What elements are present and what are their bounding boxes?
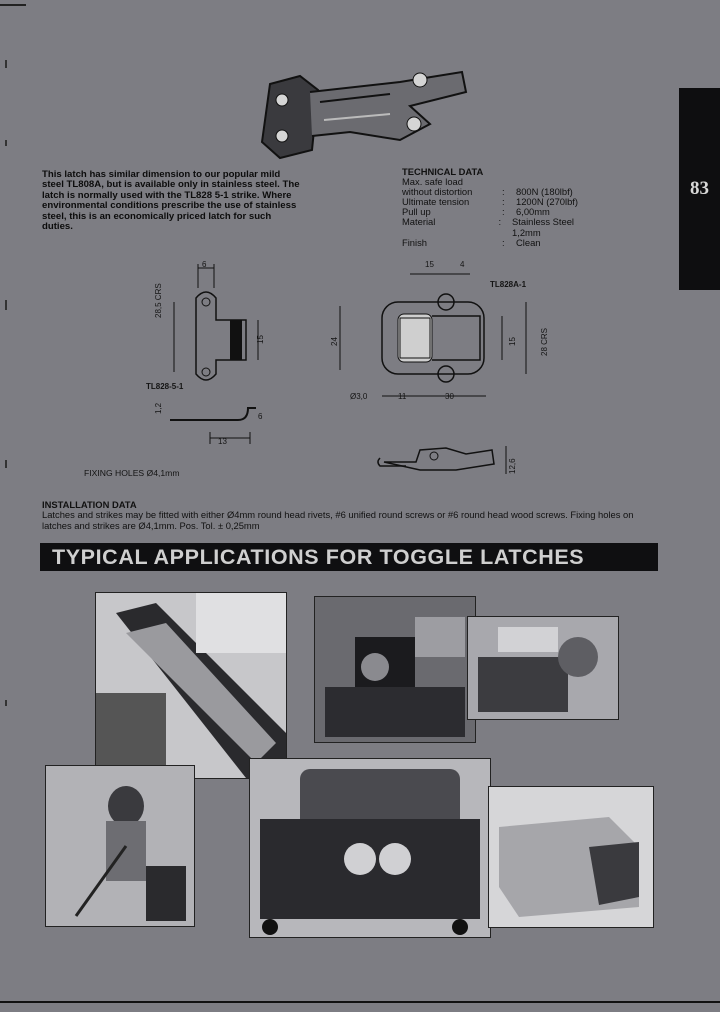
application-photo-cart xyxy=(249,758,491,938)
dim-label: 13 xyxy=(218,437,227,446)
dim-label: 15 xyxy=(256,335,265,344)
dim-label: 15 xyxy=(508,337,517,346)
dim-label: 12,6 xyxy=(508,458,517,474)
bottom-rule xyxy=(0,1001,720,1003)
application-photo-engine xyxy=(314,596,476,743)
application-photo-container xyxy=(488,786,654,928)
dim-label: 11 xyxy=(398,392,407,401)
margin-mark xyxy=(5,140,7,146)
strike-side-drawing xyxy=(150,398,280,450)
installation-text: Latches and strikes may be fitted with either Ø4mm round head rivets, #6 unified round screws or #6 round head wood screws. Fixing holes on latches and strikes are Ø4,1mm. Pos. Tol. ± 0,25mm xyxy=(42,509,634,531)
dim-label: 15 xyxy=(425,260,434,269)
latch-side-drawing xyxy=(376,440,526,480)
page-number: 83 xyxy=(690,178,709,199)
dim-label: 4 xyxy=(460,260,465,269)
installation-title: INSTALLATION DATA xyxy=(42,499,137,510)
dim-label: 6 xyxy=(202,260,207,269)
tech-row: Material : Stainless Steel 1,2mm xyxy=(402,216,575,238)
dim-label: 28,5 CRS xyxy=(154,283,163,318)
margin-mark xyxy=(5,300,7,310)
dim-label: 1,2 xyxy=(154,402,163,414)
fixing-holes-note: FIXING HOLES Ø4,1mm xyxy=(84,468,180,478)
latch-product-image xyxy=(240,62,480,162)
tech-row: Pull up : 6,00mm xyxy=(402,206,550,218)
technical-data-title: TECHNICAL DATA xyxy=(402,166,484,177)
corner-mark xyxy=(0,4,26,6)
section-banner: TYPICAL APPLICATIONS FOR TOGGLE LATCHES xyxy=(40,543,658,571)
dim-label: 28 CRS xyxy=(540,327,549,356)
tech-row: Finish : Clean xyxy=(402,236,541,248)
strike-part-label: TL828-5-1 xyxy=(146,382,184,391)
application-photo-trailer xyxy=(95,592,287,779)
technical-data xyxy=(402,167,602,248)
application-photo-cleaning xyxy=(45,765,195,927)
installation-data xyxy=(42,500,662,531)
dim-label: Ø3,0 xyxy=(350,392,368,401)
dim-label: 30 xyxy=(445,392,454,401)
page-number-tab xyxy=(679,88,720,290)
tech-row: without distortion : 800N (180lbf) xyxy=(402,186,573,198)
strike-drawing xyxy=(150,258,280,388)
latch-part-label: TL828A-1 xyxy=(490,280,527,289)
margin-mark xyxy=(5,700,7,706)
margin-mark xyxy=(5,60,7,68)
application-photo-machinery xyxy=(467,616,619,720)
technical-data-heading: Max. safe load xyxy=(402,176,463,188)
tech-row: Ultimate tension : 1200N (270lbf) xyxy=(402,196,579,208)
dim-label: 24 xyxy=(330,337,339,346)
intro-paragraph: This latch has similar dimension to our popular mild steel TL808A, but is available only in stainless steel. The latch is normally used with the TL828 5-1 strike. Where environmental conditions prescribe the use of stainless steel, this is an economically priced latch for such duties. xyxy=(42,169,300,233)
margin-mark xyxy=(5,460,7,468)
dim-label: 6 xyxy=(258,412,263,421)
